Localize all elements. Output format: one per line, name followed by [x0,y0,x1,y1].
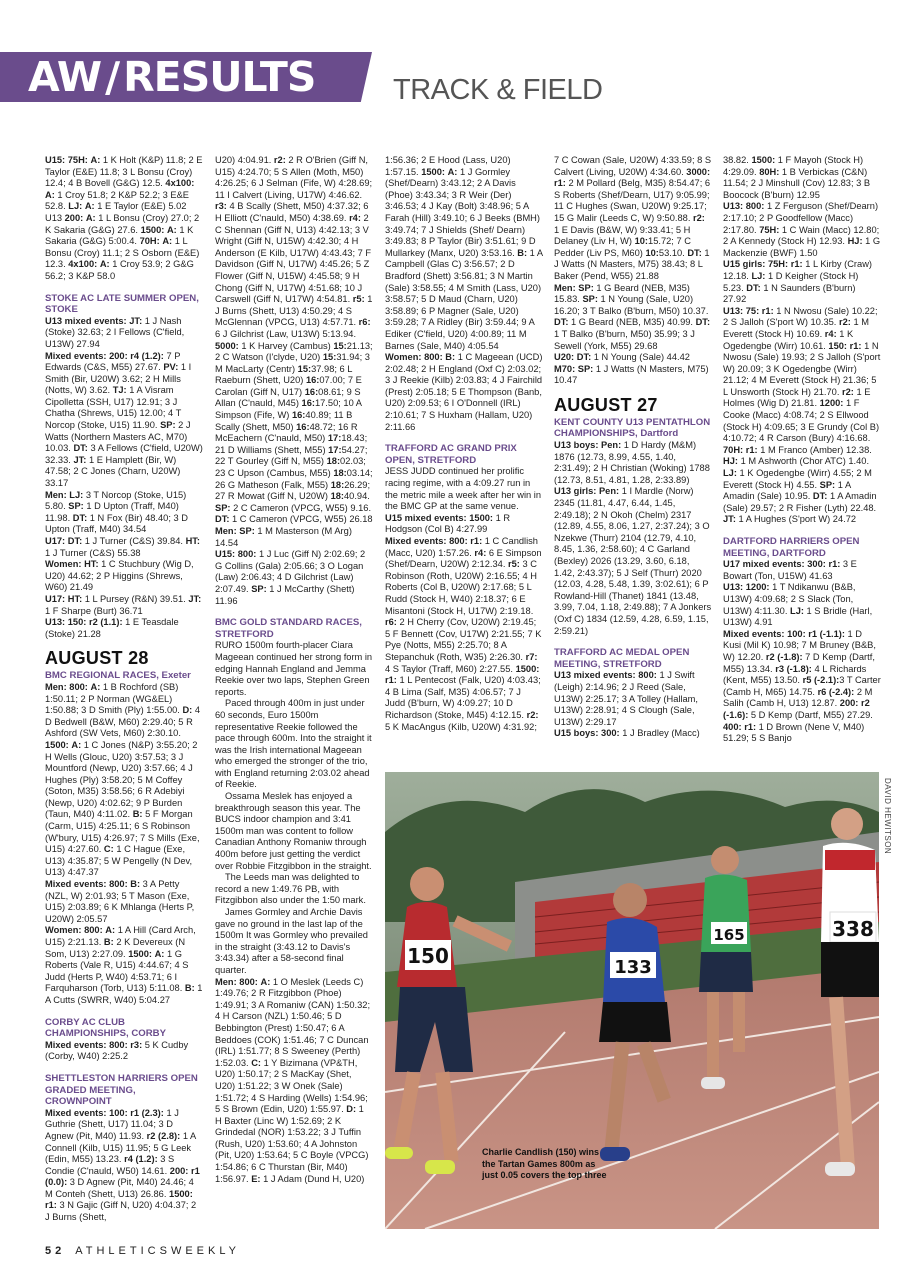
result-paragraph: Men: LJ: 3 T Norcop (Stoke, U15) 5.80. SP: 1 D Upton (Traff, M40) 11.98. DT: 1 N Fox (Bir) 48.40; 3 D Upton (Traff, M40) 34.54 [45,489,188,535]
photo-caption: Charlie Candlish (150) wins the Tartan Games 800m as just 0.05 covers the top three [482,1147,607,1180]
result-paragraph: 7 C Cowan (Sale, U20W) 4:33.59; 8 S Calvert (Living, U20W) 4:34.60. 3000: r1: 2 M Pollard (Belg, M35) 8:54.47; 6 S Roberts (Shef/Dearn, U17) 9:05.99; 11 C Hughes (Swan, U20W) 9:25.17; 15 G Malir (Leeds C, W) 9:50.88. r2: 1 E Davis (B&W, W) 9:33.41; 5 H Delaney (Liv H, W) 10:15.72; 7 C Pedder (Liv PS, M60) 10:53.10. DT: 1 J Watts (N Masters, M75) 38.43; 8 L Baker (Pend, W55) 21.88 [554,155,712,281]
result-paragraph: Men: 800: A: 1 B Rochford (SB) 1:50.11; 2 P Norman (WG&EL) 1:50.88; 3 D Smith (Ply) 1:55.00. D: 4 D Bedwell (B&W, M60) 2:29.40; 5 R Ashford (SW Vets, M60) 2:30.10. 1500: A: 1 C Jones (N&P) 3:55.20; 2 H Wells (Glouc, U20) 3:57.53; 3 J Mountford (Newp, U20) 3:57.66; 4 J Hughes (Ply) 3:58.20; 5 M Coffey (Soton, M35) 3:58.56; 6 R Adebiyi (Newp, U20) 4:02.62; 9 P Burden (Taun, M40) 4:11.02. B: 5 F Morgan (Carm, U15) 4:25.11; 6 S Robinson (W'bury, U15) 4:26.97; 7 S Mills (Exe, U15) 4:27.60. C: 1 C Hague (Exe, U13) 4:35.87; 5 W Pengelly (N Dev, U13) 4:47.37 [45,681,201,878]
bib-338: 338 [832,917,874,941]
meeting-heading: CORBY AC CLUB CHAMPIONSHIPS, CORBY [45,1016,166,1040]
result-paragraph: U15 boys: 300: 1 J Bradley (Macc) [554,728,700,739]
result-paragraph: U15 mixed events: 1500: 1 R Hodgson (Col B) 4:27.99 [385,512,511,535]
results-column-2 [215,155,373,1245]
report-paragraph: Paced through 400m in just under 60 seconds, Euro 1500m representative Reekie followed the pace through 600m. Into the straight it was the Irish international Mageean who emerged the stronger of the trio, with England returning 2:03.02 ahead of Reekie. [215,698,372,790]
result-paragraph: M70: SP: 1 J Watts (N Masters, M75) 10.47 [554,363,709,386]
result-paragraph: 1:56.36; 2 E Hood (Lass, U20) 1:57.15. 1500: A: 1 J Gormley (Shef/Dearn) 3:43.12; 2 A Davis (Phoe) 3:43.34; 3 R Weir (Der) 3:46.53; 4 J Kay (Bolt) 3:48.96; 5 A Farah (Hill) 3:49.10; 6 J Beeks (BMH) 3:49.74; 7 J Shields (Shef/ Dearn) 3:49.83; 8 P Taylor (Bir) 3:51.61; 9 D Mullarkey (Manx, U20) 3:53.16. B: 1 A Campbell (Glas C) 3:56.57; 2 D Bradford (Shett) 3:56.81; 3 N Martin (Sale) 3:58.55; 4 M Smith (Lass, U20) 3:58.57; 5 D Maud (Charn, U20) 3:58.89; 6 P Magner (Sale, U20) 3:59.28; 7 A Ridley (Bir) 3:59.44; 9 A Ediker (C'field, U20) 4:00.89; 11 M Barnes (Sale, M40) 4:05.54 [385,155,543,351]
result-paragraph: Mixed events: 800: r3: 5 K Cudby (Corby, W40) 2:25.2 [45,1039,189,1062]
meeting-heading: BMC REGIONAL RACES, Exeter [45,670,191,682]
result-paragraph: U13: 800: 1 Z Ferguson (Shef/Dearn) 2:17.10; 2 P Goodfellow (Macc) 2:17.80. 75H: 1 C Wain (Macc) 12.80; 2 A Kennedy (Stock H) 12.93. HJ: 1 G Mackenzie (BWF) 1.50 [723,201,881,258]
result-paragraph: Women: HT: 1 C Stuchbury (Wig D, U20) 44.62; 2 P Higgins (Shrews, W60) 21.49 [45,559,194,593]
section-title: TRACK & FIELD [393,74,603,106]
result-paragraph: U13 200: A: 1 L Bonsu (Croy) 27.0; 2 K Sakaria (G&G) 27.6. 1500: A: 1 K Sakaria (G&G) 5:00.4. 70H: A: 1 L Bonsu (Croy) 11.1; 2 S Osborn (E&E) 12.3. 4x100: A: 1 Croy 53.9; 2 G&G 56.2; 3 K&P 58.0 [45,212,200,281]
result-paragraph: U20) 4:04.91. r2: 2 R O'Brien (Giff N, U15) 4:24.70; 5 S Allen (Moth, M50) 4:26.25; 6 J Selman (Fife, W) 4:28.69; 11 I Calvert (Living, U17W) 4:46.62. r3: 4 B Scally (Shett, M50) 4:37.32; 6 H Elliott (C'nauld, M50) 4:38.69. r4: 2 C Shennan (Giff N, U13) 4:42.13; 3 V Wright (Giff N, U15W) 4:42.30; 4 H Anderson (E Kilb, U17W) 4:43.43; 7 F Davidson (Giff N, U17W) 4:45.26; 5 Z Flower (Giff N, U15W) 4:45.58; 9 H Chong (Giff N, U17W) 4:51.68; 10 J Carswell (Giff N, U17W) 4:54.81. r5: 1 J Burns (Shett, U13) 4:50.29; 4 S McGlennan (VPCG, U13) 4:57.71. r6: 6 J Gilchrist (Law, U13W) 5:13.94. 5000: 1 K Harvey (Cambus) 15:21.13; 2 C Watson (I'clyde, U20) 15:31.94; 3 M MacLarty (Centr) 15:37.98; 6 L Raeburn (Shett, U20) 16:07.00; 7 E Carolan (Giff N, U17) 16:08.61; 9 S Allan (C'nauld, M45) 16:17.50; 10 A Simpson (Fife, W) 16:40.89; 11 B Scally (Shett, M50) 16:48.72; 16 R McEachern (C'nauld, M50) 17:18.43; 21 D Williams (Shett, M55) 17:54.27; 22 T Gourley (Giff N, M55) 18:02.03; 23 C Upson (Cambus, M55) 18:03.14; 26 G Matheson (Falk, M55) 18:26.29; 27 R Mowat (Giff N, U20W) 18:40.94. SP: 2 C Cameron (VPCG, W55) 9.16. DT: 1 C Cameron (VPCG, W55) 26.18 [215,155,373,525]
result-paragraph: Women: 800: A: 1 A Hill (Card Arch, U15) 2:21.13. B: 2 K Devereux (N Som, U13) 2:27.09. 1500: A: 1 G Roberts (Vale R, U15) 4:44.67; 4 S Judd (Herts P, W40) 4:53.71; 6 I Farquharson (Torb, U13) 5:11.08. B: 1 A Cutts (SWRR, W40) 5:04.27 [45,925,203,1005]
report-paragraph: Ossama Meslek has enjoyed a breakthrough season this year. The BUCS indoor champion and 3:41 1500m man was content to follow Canadian Anthony Romaniw through 400m before just getting the verdict over Robbie Fitzgibbon in the straight. [215,791,372,871]
result-paragraph: Mixed events: 200: r4 (1.2): 7 P Edwards (C&S, M55) 27.67. PV: 1 I Smith (Bir, U20W) 3.62; 2 H Mills (Notts, W) 3.62. TJ: 1 A Visram Cipolletta (SSH, U17) 12.91; 3 J Chatha (Shrews, U15) 12.00; 4 T Norcop (Stoke, U15) 11.90. SP: 2 J Watts (Northern Masters AC, M70) 10.03. DT: 3 A Fellows (C'field, U20W) 32.33. JT: 1 E Hamplett (Bir, W) 47.58; 2 C Jones (Charn, U20W) 33.17 [45,350,203,489]
result-paragraph: Women: 800: B: 1 C Mageean (UCD) 2:02.48; 2 H England (Oxf C) 2:03.02; 3 J Reekie (Kilb) 2:03.83; 4 J Fairchild (Prest) 2:05.18; 5 E Thompson (Banb, U20) 2:09.53; 6 I O'Donnell (IRL) 2:10.61; 7 S Huxham (Hallam, U20) 2:11.66 [385,352,543,432]
result-paragraph: U13 boys: Pen: 1 D Hardy (M&M) 1876 (12.73, 8.99, 4.55, 1.40, 2:31.49); 2 H Christian (Woking) 1788 (12.73, 8.51, 4.81, 1.28, 2:33.89) [554,440,710,485]
result-paragraph: Mixed events: 800: B: 3 A Petty (NZL, W) 2:01.93; 5 T Mason (Exe, U15) 2:03.89; 6 K Mhlanga (Herts P, U20W) 2:05.57 [45,879,195,924]
result-paragraph: U13: 150: r2 (1.1): 1 E Teasdale (Stoke) 21.28 [45,617,179,639]
results-column-5 [723,155,881,767]
result-paragraph: Mixed events: 800: r1: 1 C Candlish (Macc, U20) 1:57.26. r4: 6 E Simpson (Shef/Dearn, U20W) 2:12.34. r5: 3 C Robinson (Roth, U20W) 2:16.55; 4 H Roberts (Col B, U20W) 2:17.68; 5 L Rudd (Stock H, W40) 2:18.37; 6 E Misantoni (Stock H, U17W) 2:19.18. r6: 2 H Cherry (Cov, U20W) 2:19.45; 5 F Bennett (Cov, U17W) 2:21.55; 7 K Pye (Notts, M55) 2:25.70; 8 A Stepanchuk (Roth, W35) 2:26.30. r7: 4 S Taylor (Traff, M60) 2:27.55. 1500: r1: 1 L Pentecost (Falk, U20) 4:03.43; 4 B Lima (Salf, M35) 4:06.57; 7 J Judd (B'burn, W) 4:09.27; 10 D Richardson (Stoke, M45) 4:12.15. r2: 5 K MacAngus (Kilb, U20W) 4:31.92; [385,536,542,732]
meeting-heading: TRAFFORD AC GRAND PRIX OPEN, STRETFORD [385,443,517,466]
result-paragraph: Men: SP: 1 G Beard (NEB, M35) 15.83. SP: 1 N Young (Sale, U20) 16.20; 3 T Balko (B'burn, M50) 10.37. DT: 1 G Beard (NEB, M35) 40.99. DT: 1 T Balko (B'burn, M50) 35.99; 3 J Sewell (York, M55) 29.68 [554,282,711,351]
result-paragraph: Men: SP: 1 M Masterson (M Arg) 14.54 [215,526,352,548]
race-photo [385,772,879,1229]
result-paragraph: U13 girls: Pen: 1 I Mardle (Norw) 2345 (11.81, 4.47, 6.44, 1.45, 2:49.18); 2 N Okoh (Chelm) 2317 (12.89, 4.55, 8.06, 1.27, 2:37.24); 3 O Nzekwe (Thurr) 2104 (12.79, 4.10, 8.45, 1.36, 2:58.60); 4 C Garland (Bexley) 2026 (13.29, 3.60, 6.18, 1.42, 2:43.37); 5 J Self (Thurr) 2020 (12.03, 4.28, 5.48, 1.39, 3:02.61); 6 P Rowland-Hill (Thanet) 1841 (13.48, 3.99, 7.04, 1.18, 2:49.88); 7 A Jonkers (Oxf C) 1834 (12.59, 4.28, 6.59, 1.15, 2:59.21) [554,486,712,636]
meeting-heading: STOKE AC LATE SUMMER OPEN, STOKE [45,292,199,316]
page-number: 52 [45,1245,66,1257]
meeting-heading: BMC GOLD STANDARD RACES, STRETFORD [215,617,362,640]
bib-133: 133 [614,957,652,978]
aw-results-logo [28,54,315,100]
meeting-heading: SHETTLESTON HARRIERS OPEN GRADED MEETING, CROWNPOINT [45,1072,198,1108]
results-column-4 [554,155,712,767]
report-paragraph: JESS JUDD continued her prolific racing regime, with a 4:09.27 run in the metric mile a week after her win in the BMC GP at the same venue. [385,466,542,512]
result-paragraph: Mixed events: 100: r1 (-1.1): 1 D Kusi (Mil K) 10.98; 7 M Bruney (B&B, W) 12.20. r2 (-1.8): 7 D Kemp (Dartf, M55) 13.34. r3 (-1.8): 4 L Richards (Kent, M55) 13.50. r5 (-2.1):3 T Carter (Camb H, M65) 14.75. r6 (-2.4): 2 M Salih (Camb H, U13) 12.87. 200: r2 (-1.6): 5 D Kemp (Dartf, M55) 27.29. 400: r1: 1 D Brown (Nene V, M40) 51.29; 5 S Banjo [723,628,881,744]
result-paragraph: U17: DT: 1 J Turner (C&S) 39.84. HT: 1 J Turner (C&S) 55.38 [45,536,201,558]
logo-slash-icon: / [105,53,120,101]
results-column-1 [45,155,203,1245]
meeting-heading: KENT COUNTY U13 PENTATHLON CHAMPIONSHIPS, Dartford [554,416,711,440]
result-paragraph: U13: 75: r1: 1 N Nwosu (Sale) 10.22; 2 S Jalloh (S'port W) 10.35. r2: 1 M Everett (Stock H) 10.69. r4: 1 K Ogedengbe (Wirr) 10.61. 150: r1: 1 N Nwosu (Sale) 19.93; 2 S Jalloh (S'port W) 20.09; 3 K Ogedengbe (Wirr) 21.12; 4 M Everett (Stock H) 21.36; 5 L Unsworth (Stock H) 21.70. r2: 1 E Holmes (Wig D) 21.81. 1200: 1 F Cooke (Macc) 4:08.74; 2 S Ellwood (Stock H) 4:09.65; 3 E Grundy (Col B) 4:10.72; 4 R Carson (Bury) 4:16.68. 70H: r1: 1 M Franco (Amber) 12.38. HJ: 1 M Ashworth (Chor ATC) 1.40. LJ: 1 K Ogedengbe (Wirr) 4.55; 2 M Everett (Stock H) 4.55. SP: 1 A Amadin (Sale) 10.95. DT: 1 A Amadin (Sale) 29.57; 2 R Fisher (Lyth) 22.48. JT: 1 A Hughes (S'port W) 24.72 [723,305,881,525]
bib-150: 150 [407,944,449,968]
report-paragraph: RURO 1500m fourth-placer Ciara Mageean continued her strong form in edging Hannah England and Jemma Reekie over two laps, Stephen Green reports. [215,640,373,697]
date-heading: AUGUST 28 [45,648,149,669]
result-paragraph: U13 mixed events: 800: 1 J Swift (Leigh) 2:14.96; 2 J Reed (Sale, U13W) 2:25.17; 3 A Tolley (Hallam, U13W) 2:28.91; 4 S Clough (Sale, U13W) 2:29.17 [554,670,698,727]
result-paragraph: Mixed events: 100: r1 (2.3): 1 J Guthrie (Shett, U17) 11.04; 3 D Agnew (Pit, M40) 11.93. r2 (2.8): 1 A Connell (Kilb, U15) 11.95; 5 G Leek (Edin, M55) 13.23. r4 (1.2): 3 S Condie (C'nauld, W50) 14.61. 200: r1 (0.0): 3 D Agnew (Pit, M40) 24.46; 4 M Conteh (Shett, U13) 26.86. 1500: r1: 3 N Gajic (Giff N, U20) 4:04.37; 2 J Burns (Shett, [45,1107,200,1223]
meeting-heading: DARTFORD HARRIERS OPEN MEETING, DARTFORD [723,536,860,559]
result-paragraph: 38.82. 1500: 1 F Mayoh (Stock H) 4:29.09. 80H: 1 B Verbickas (C&N) 11.54; 2 J Minshull (Cov) 12.83; 3 B Boocock (B'burn) 12.95 [723,155,871,200]
result-paragraph: U17 mixed events: 300: r1: 3 E Bowart (Ton, U15W) 41.63 [723,559,857,581]
magazine-name: ATHLETICSWEEKLY [75,1245,240,1257]
report-paragraph: James Gormley and Archie Davis gave no ground in the last lap of the 1500m It was Gormley who prevailed in the straight (3:43.12 to Davis's 3:43.34) after a 58-second final quarter. [215,907,368,975]
result-paragraph: U15 girls: 75H: r1: 1 L Kirby (Craw) 12.18. LJ: 1 D Keigher (Stock H) 5.23. DT: 1 N Saunders (B'burn) 27.92 [723,259,873,305]
results-column-3 [385,155,543,767]
result-paragraph: U15: 800: 1 J Luc (Giff N) 2:02.69; 2 G Collins (Gala) 2:05.66; 3 O Logan (Law) 2:06.43; 4 D Gilchrist (Law) 2:07.49. SP: 1 J McCarthy (Shett) 11.96 [215,549,366,606]
logo-aw: AW [28,53,102,101]
result-paragraph: U15: 75H: A: 1 K Holt (K&P) 11.8; 2 E Taylor (E&E) 11.8; 3 L Bonsu (Croy) 12.4; 4 B Bovell (G&G) 12.5. 4x100: A: 1 Croy 51.8; 2 K&P 52.2; 3 E&E 52.8. LJ: A: 1 E Taylor (E&E) 5.02 [45,155,203,212]
page-footer [45,1245,240,1257]
date-heading: AUGUST 27 [554,394,658,415]
race-photo-illustration [385,772,879,1229]
result-paragraph: U13 mixed events: JT: 1 J Nash (Stoke) 32.63; 2 I Fellows (C'field, U13W) 27.94 [45,315,185,349]
bib-165: 165 [713,926,745,944]
meeting-heading: TRAFFORD AC MEDAL OPEN MEETING, STRETFORD [554,647,690,670]
report-paragraph: The Leeds man was delighted to record a new 1:49.76 PB, with Fitzgibbon also under the 1:50 mark. [215,872,366,906]
result-paragraph: U13: 1200: 1 T Ndikanwu (B&B, U13W) 4:09.68; 2 S Slack (Ton, U13W) 4:11.30. LJ: 1 S Bridle (Harl, U13W) 4.91 [723,582,873,628]
result-paragraph: Men: 800: A: 1 O Meslek (Leeds C) 1:49.76; 2 R Fitzgibbon (Phoe) 1:49.91; 3 A Romaniw (CAN) 1:50.32; 4 H Carson (NZL) 1:50.46; 5 D Bebbington (Prest) 1:50.47; 6 A Beddoes (COK) 1:51.46; 7 C Duncan (IRL) 1:51.77; 8 S Sweeney (Perth) 1:52.03. C: 1 Y Bizimana (VP&TH, U20) 1:50.17; 2 S MacKay (Shet, U20) 1:51.22; 3 W Onek (Sale) 1:51.72; 4 S Harding (Wells) 1:54.96; 5 S Brown (Edin, U20) 1:55.97. D: 1 H Baxter (Linc W) 1:52.69; 2 K Grindedal (NOR) 1:53.22; 3 J Tuffin (Rush, U20) 1:53.60; 4 A Johnston (Pit, U20) 1:53.64; 5 C Boyle (VPCG) 1:54.86; 6 C Thurstan (Bir, M40) 1:56.97. E: 1 J Adam (Dund H, U20) [215,976,371,1184]
result-paragraph: U20: DT: 1 N Young (Sale) 44.42 [554,352,690,363]
result-paragraph: U17: HT: 1 L Pursey (R&N) 39.51. JT: 1 F Sharpe (Burt) 36.71 [45,593,202,616]
logo-results: RESULTS [123,53,316,101]
photo-credit: DAVID HEWITSON [883,778,892,855]
